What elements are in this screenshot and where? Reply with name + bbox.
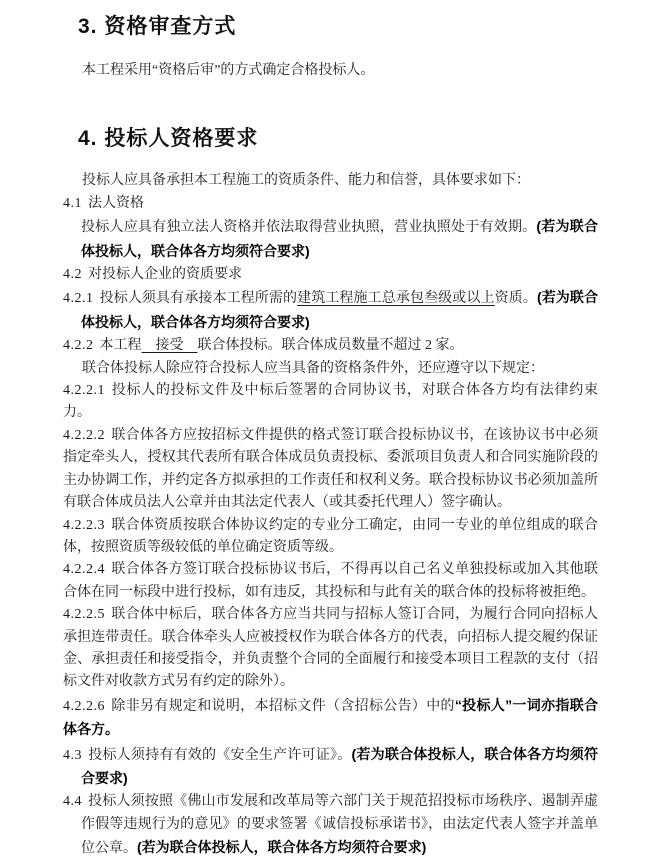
item-4-2-1-underlined-grade: 建筑工程施工总承包叁级或以上 [297, 291, 495, 307]
item-4-4-number: 4.4 [63, 794, 82, 810]
item-4-2-heading [63, 264, 598, 286]
item-4-3 [63, 743, 598, 792]
item-4-1-number: 4.1 [63, 195, 82, 211]
item-4-2-2-4 [63, 559, 598, 604]
item-4-2-2-6 [63, 694, 598, 743]
section-3-heading: 3. 资格审查方式 [78, 15, 237, 38]
item-4-2-1-text-after: 资质。 [494, 291, 537, 307]
item-4-2-2-1-number: 4.2.2.1 [63, 383, 105, 399]
item-4-2-2-text-before: 本工程 [99, 338, 142, 354]
item-4-2-2-5 [63, 604, 598, 694]
section-4-intro: 投标人应具备承担本工程施工的资质条件、能力和信誉，具体要求如下： [82, 173, 530, 189]
item-4-1-text: 投标人应具有独立法人资格并依法取得营业执照，营业执照处于有效期。 [81, 220, 537, 236]
item-4-3-text: 投标人须持有有效的《安全生产许可证》。 [88, 747, 352, 763]
item-4-2-2-5-number: 4.2.2.5 [63, 607, 105, 623]
item-4-1-body [63, 215, 598, 264]
item-4-2-2-fill-in-blank: 接受 [141, 338, 198, 354]
item-4-1-joint-venture-note: (若为联合体投标人，联合体各方均须符合要求) [81, 218, 598, 259]
item-4-2-2-number: 4.2.2 [63, 338, 94, 354]
section-4-heading: 4. 投标人资格要求 [78, 127, 259, 151]
item-4-2-1-text-before: 投标人须具有承接本工程所需的 [99, 291, 298, 307]
item-4-2-2 [63, 335, 598, 357]
item-4-2-1-number: 4.2.1 [63, 291, 94, 307]
item-4-1-heading [63, 193, 598, 215]
item-4-2-2-1 [63, 380, 598, 425]
item-4-2-2-6-number: 4.2.2.6 [63, 698, 105, 714]
item-4-2-2-text-after: 联合体投标。联合体成员数量不超过 2 家。 [197, 338, 464, 354]
item-4-4-text: 投标人须按照《佛山市发展和改革局等六部门关于规范招投标市场秩序、遏制弄虚作假等违规行为的意见》的要求签署《诚信投标承诺书》，由法定代表人签字并盖单位公章。 [81, 794, 598, 857]
item-4-4-joint-venture-note: (若为联合体投标人，联合体各方均须符合要求) [137, 839, 427, 856]
item-4-2-2-6-bold-definition: “投标人”一词亦指联合体各方。 [63, 696, 599, 738]
item-4-2-2-4-text: 联合体各方签订联合投标协议书后，不得再以自己名义单独投标或加入其他联合体在同一标段中进行投标，如有违反，其投标和与此有关的联合体的投标将被拒绝。 [63, 562, 598, 600]
item-4-2-2-4-number: 4.2.2.4 [63, 562, 105, 578]
item-4-2-1 [63, 286, 598, 335]
item-4-2-2-2 [63, 425, 598, 515]
item-4-2-2-5-text: 联合体中标后，联合体各方应当共同与招标人签订合同，为履行合同向招标人承担连带责任。联合体牵头人应被授权作为联合体各方的代表，向招标人提交履约保证金、承担责任和接受指令，并负责整个合同的全面履行和接受本项目工程款的支付（招标文件对收款方式另有约定的除外）。 [63, 607, 598, 690]
item-4-2-2-3-text: 联合体资质按联合体协议约定的专业分工确定，由同一专业的单位组成的联合体，按照资质等级较低的单位确定资质等级。 [63, 517, 598, 555]
item-4-2-2-2-number: 4.2.2.2 [63, 427, 105, 443]
item-4-2-1-joint-venture-note: (若为联合体投标人，联合体各方均须符合要求) [81, 289, 599, 330]
section-3-paragraph: 本工程采用“资格后审”的方式确定合格投标人。 [82, 63, 375, 78]
item-4-2-2-1-text: 投标人的投标文件及中标后签署的合同协议书，对联合体各方均有法律约束力。 [63, 383, 598, 421]
item-4-1-title: 法人资格 [88, 195, 144, 211]
item-4-2-2-6-text: 除非另有规定和说明，本招标文件（含招标公告）中的 [111, 698, 455, 714]
item-4-3-joint-venture-note: (若为联合体投标人，联合体各方均须符合要求) [81, 745, 599, 786]
joint-venture-rules-intro: 联合体投标人除应符合投标人应当具备的资格条件外，还应遵守以下规定： [82, 360, 544, 376]
item-4-2-2-3 [63, 515, 598, 560]
item-4-3-number: 4.3 [63, 747, 82, 763]
item-4-2-number: 4.2 [63, 267, 82, 283]
item-4-2-2-3-number: 4.2.2.3 [63, 517, 105, 533]
item-4-2-title: 对投标人企业的资质要求 [88, 267, 242, 283]
item-4-2-2-2-text: 联合体各方应按招标文件提供的格式签订联合投标协议书，在该协议书中必须指定牵头人，授权其代表所有联合体成员负责投标、委派项目负责人和合同实施阶段的主办协调工作，并约定各方拟承担的工作责任和权利义务。联合投标协议书必须加盖所有联合体成员法人公章并由其法定代表人（或其委托代理人）签字确认。 [63, 427, 598, 511]
